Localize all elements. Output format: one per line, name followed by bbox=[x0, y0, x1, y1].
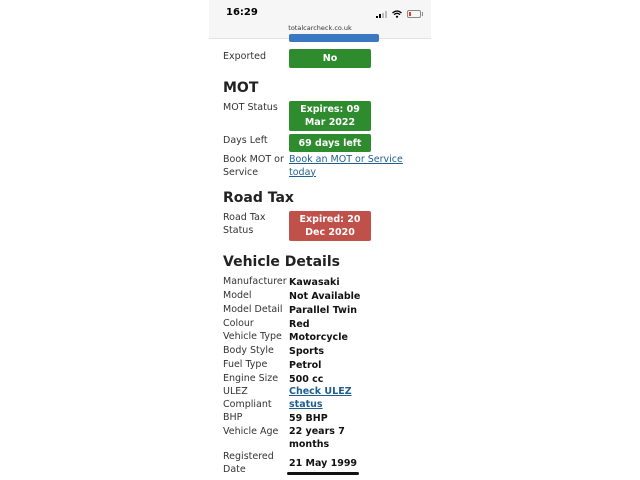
mot-heading: MOT bbox=[223, 80, 259, 96]
detail-value-model: Not Available bbox=[289, 291, 361, 302]
days-left-label: Days Left bbox=[223, 135, 268, 146]
book-mot-label: Book MOT or Service bbox=[223, 154, 284, 178]
vehicle-details-heading: Vehicle Details bbox=[223, 254, 340, 270]
detail-value-manufacturer: Kawasaki bbox=[289, 277, 340, 288]
detail-label-colour: Colour bbox=[223, 318, 254, 329]
detail-label-vehicle-type: Vehicle Type bbox=[223, 331, 282, 342]
exported-label: Exported bbox=[223, 51, 266, 62]
detail-label-fuel-type: Fuel Type bbox=[223, 359, 268, 370]
detail-value-bhp: 59 BHP bbox=[289, 413, 328, 424]
book-mot-link[interactable]: Book an MOT or Service today bbox=[289, 154, 403, 178]
road-tax-status-badge: Expired: 20 Dec 2020 bbox=[289, 211, 371, 241]
home-indicator[interactable] bbox=[287, 472, 359, 475]
days-left-badge: 69 days left bbox=[289, 134, 371, 152]
detail-label-bhp: BHP bbox=[223, 412, 243, 423]
battery-low-icon bbox=[407, 10, 421, 18]
partial-blue-button[interactable] bbox=[289, 34, 379, 42]
page-content bbox=[209, 38, 431, 480]
detail-label-vehicle-age: Vehicle Age bbox=[223, 426, 279, 437]
detail-label-ulez: ULEZ Compliant bbox=[223, 386, 272, 410]
wifi-icon bbox=[392, 10, 402, 18]
detail-label-model: Model bbox=[223, 290, 252, 301]
detail-label-model-detail: Model Detail bbox=[223, 304, 283, 315]
mot-status-badge: Expires: 09 Mar 2022 bbox=[289, 101, 371, 131]
detail-label-registered-date: Registered Date bbox=[223, 451, 274, 475]
detail-value-model-detail: Parallel Twin bbox=[289, 305, 357, 316]
road-tax-status-label: Road Tax Status bbox=[223, 212, 266, 236]
detail-value-fuel-type: Petrol bbox=[289, 360, 322, 371]
detail-value-body-style: Sports bbox=[289, 346, 325, 357]
system-icons bbox=[376, 9, 421, 19]
detail-value-engine-size: 500 cc bbox=[289, 374, 324, 385]
clock: 16:29 bbox=[226, 7, 258, 18]
check-ulez-link[interactable]: Check ULEZ status bbox=[289, 386, 352, 410]
mot-status-label: MOT Status bbox=[223, 102, 278, 113]
detail-label-manufacturer: Manufacturer bbox=[223, 276, 287, 287]
address-bar-url[interactable]: totalcarcheck.co.uk bbox=[288, 24, 352, 32]
detail-value-vehicle-type: Motorcycle bbox=[289, 332, 348, 343]
detail-value-registered-date: 21 May 1999 bbox=[289, 458, 358, 469]
road-tax-heading: Road Tax bbox=[223, 190, 294, 206]
detail-value-vehicle-age: 22 years 7 months bbox=[289, 426, 345, 450]
phone-screen bbox=[209, 0, 431, 480]
exported-value-badge: No bbox=[289, 49, 371, 68]
detail-value-colour: Red bbox=[289, 319, 310, 330]
detail-label-engine-size: Engine Size bbox=[223, 373, 279, 384]
cellular-signal-icon bbox=[376, 11, 387, 18]
detail-label-body-style: Body Style bbox=[223, 345, 274, 356]
